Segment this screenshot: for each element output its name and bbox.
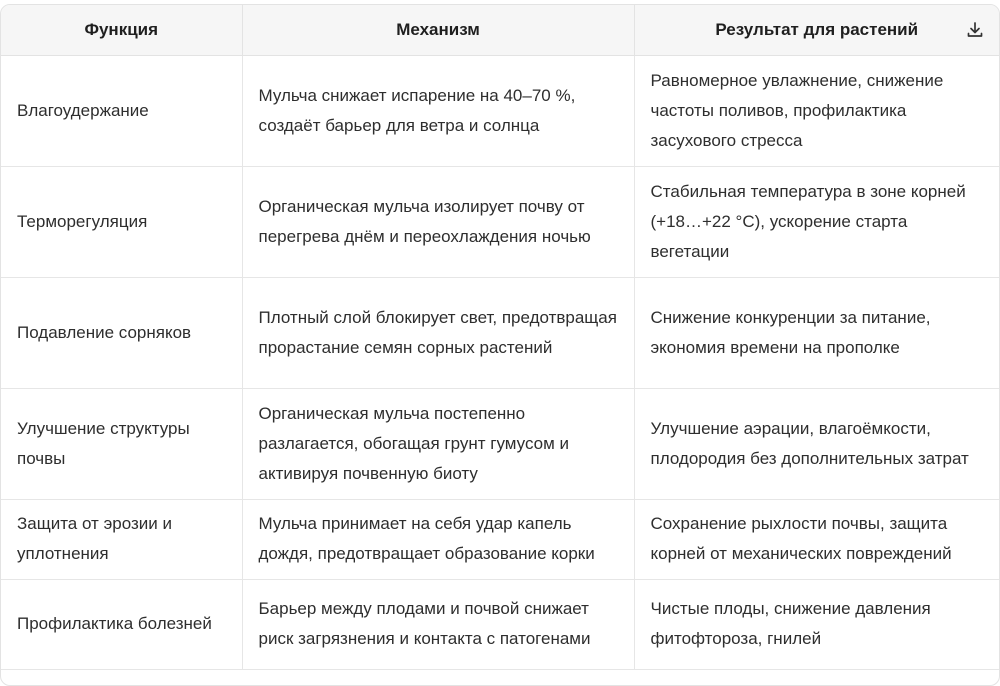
- download-icon: [965, 20, 985, 40]
- cell-function: Улучшение структуры почвы: [1, 388, 242, 499]
- column-header-result: [634, 5, 999, 55]
- cell-function: Влагоудержание: [1, 55, 242, 166]
- cell-result: Стабильная температура в зоне корней (+18…+22 °C), ускорение старта вегетации: [634, 166, 999, 277]
- header-row: [1, 5, 999, 55]
- table-row: [1, 388, 999, 499]
- cell-mechanism: Мульча принимает на себя удар капель дождя, предотвращает образование корки: [242, 499, 634, 579]
- cell-function: Защита от эрозии и уплотнения: [1, 499, 242, 579]
- cell-mechanism: Мульча снижает испарение на 40–70 %, создаёт барьер для ветра и солнца: [242, 55, 634, 166]
- table-row: [1, 55, 999, 166]
- table-row: [1, 277, 999, 388]
- cell-result: Равномерное увлажнение, снижение частоты поливов, профилактика засухового стресса: [634, 55, 999, 166]
- download-button[interactable]: [963, 18, 987, 42]
- cell-mechanism: Органическая мульча изолирует почву от перегрева днём и переохлаждения ночью: [242, 166, 634, 277]
- mulch-functions-table: [0, 4, 1000, 686]
- column-header-function: Функция: [1, 5, 242, 55]
- table-row: [1, 499, 999, 579]
- cell-mechanism: Органическая мульча постепенно разлагается, обогащая грунт гумусом и активируя почвенную биоту: [242, 388, 634, 499]
- cell-result: Улучшение аэрации, влагоёмкости, плодородия без дополнительных затрат: [634, 388, 999, 499]
- cell-result: Сохранение рыхлости почвы, защита корней от механических повреждений: [634, 499, 999, 579]
- column-header-result-label: Результат для растений: [715, 19, 919, 39]
- cell-function: Профилактика болезней: [1, 579, 242, 669]
- cell-function: Терморегуляция: [1, 166, 242, 277]
- table-header: [1, 5, 999, 55]
- cell-mechanism: Барьер между плодами и почвой снижает риск загрязнения и контакта с патогенами: [242, 579, 634, 669]
- column-header-mechanism: Механизм: [242, 5, 634, 55]
- table-row: [1, 166, 999, 277]
- cell-result: Снижение конкуренции за питание, экономия времени на прополке: [634, 277, 999, 388]
- table-body: [1, 55, 999, 669]
- cell-function: Подавление сорняков: [1, 277, 242, 388]
- data-table: [1, 5, 999, 670]
- cell-result: Чистые плоды, снижение давления фитофтороза, гнилей: [634, 579, 999, 669]
- cell-mechanism: Плотный слой блокирует свет, предотвращая прорастание семян сорных растений: [242, 277, 634, 388]
